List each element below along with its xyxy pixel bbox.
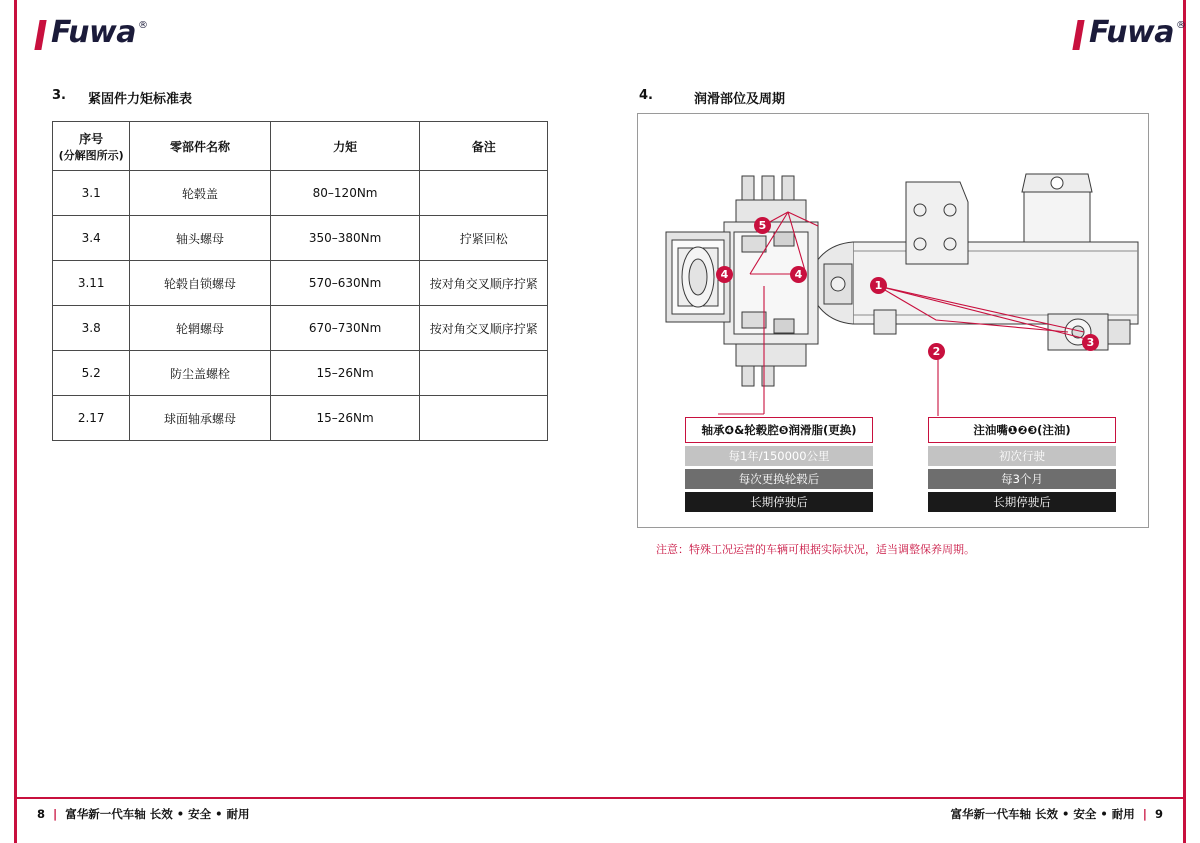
logo-bar-icon — [1072, 20, 1084, 50]
footer-tagline-right: 富华新一代车轴 长效 • 安全 • 耐用 — [950, 807, 1135, 821]
legend-nipple-row-2: 每3个月 — [928, 469, 1116, 489]
left-accent-rule — [14, 0, 17, 843]
cell-part: 轮毂自锁螺母 — [130, 261, 270, 306]
cell-part: 防尘盖螺栓 — [130, 351, 270, 396]
maintenance-note: 注意：特殊工况运营的车辆可根据实际状况，适当调整保养周期。 — [656, 543, 975, 556]
torque-standard-table — [52, 121, 548, 441]
cell-remark: 按对角交叉顺序拧紧 — [420, 306, 548, 351]
logo-left — [37, 15, 148, 50]
table-row — [53, 306, 548, 351]
col-header-index-line2: (分解图所示) — [58, 148, 124, 162]
table-header-row — [53, 122, 548, 171]
cell-part: 轴头螺母 — [130, 216, 270, 261]
callout-4-left: 4 — [716, 266, 733, 283]
cell-index: 2.17 — [53, 396, 130, 441]
legend-nipple-row-3: 长期停驶后 — [928, 492, 1116, 512]
cell-remark: 按对角交叉顺序拧紧 — [420, 261, 548, 306]
col-header-torque: 力矩 — [270, 122, 420, 171]
lubrication-diagram-panel — [637, 113, 1149, 528]
footer-separator-right: | — [1142, 807, 1147, 821]
legend-bearing-grease-title: 轴承❹&轮毂腔❺润滑脂(更换) — [685, 417, 873, 443]
cell-remark — [420, 351, 548, 396]
footer-left — [37, 806, 249, 822]
right-accent-rule — [1183, 0, 1186, 843]
logo-wordmark: Fuwa — [1089, 15, 1174, 50]
section-number-right: 4. — [639, 88, 653, 103]
table-row — [53, 351, 548, 396]
legend-bearing-row-3: 长期停驶后 — [685, 492, 873, 512]
legend-grease-nipple — [928, 417, 1116, 512]
callout-5: 5 — [754, 217, 771, 234]
cell-index: 3.11 — [53, 261, 130, 306]
cell-remark: 拧紧回松 — [420, 216, 548, 261]
callout-3: 3 — [1082, 334, 1099, 351]
cell-index: 5.2 — [53, 351, 130, 396]
cell-part: 球面轴承螺母 — [130, 396, 270, 441]
cell-part: 轮辋螺母 — [130, 306, 270, 351]
footer-right — [951, 806, 1163, 822]
col-header-remark: 备注 — [420, 122, 548, 171]
logo-bar-icon — [34, 20, 46, 50]
cell-torque: 15–26Nm — [270, 351, 420, 396]
legend-nipple-row-1: 初次行驶 — [928, 446, 1116, 466]
logo-registered-mark: ® — [137, 20, 148, 31]
footer-rule — [17, 797, 1183, 799]
page-number-right: 9 — [1154, 807, 1163, 821]
callout-1: 1 — [870, 277, 887, 294]
col-header-index — [53, 122, 130, 171]
legend-grease-nipple-title: 注油嘴❶❷❸(注油) — [928, 417, 1116, 443]
callout-4-right: 4 — [790, 266, 807, 283]
logo-right — [1075, 15, 1186, 50]
logo-registered-mark: ® — [1175, 20, 1186, 31]
page-number-left: 8 — [37, 807, 46, 821]
cell-part: 轮毂盖 — [130, 171, 270, 216]
cell-torque: 670–730Nm — [270, 306, 420, 351]
table-row — [53, 261, 548, 306]
legend-bearing-grease — [685, 417, 873, 512]
cell-remark — [420, 171, 548, 216]
cell-torque: 15–26Nm — [270, 396, 420, 441]
cell-torque: 350–380Nm — [270, 216, 420, 261]
callout-2: 2 — [928, 343, 945, 360]
cell-torque: 80–120Nm — [270, 171, 420, 216]
cell-index: 3.4 — [53, 216, 130, 261]
cell-remark — [420, 396, 548, 441]
legend-bearing-row-1: 每1年/150000公里 — [685, 446, 873, 466]
table-row — [53, 171, 548, 216]
cell-index: 3.1 — [53, 171, 130, 216]
col-header-index-line1: 序号 — [79, 131, 104, 146]
col-header-part: 零部件名称 — [130, 122, 270, 171]
table-row — [53, 216, 548, 261]
cell-index: 3.8 — [53, 306, 130, 351]
section-title-left: 紧固件力矩标准表 — [88, 92, 193, 107]
section-number-left: 3. — [52, 88, 66, 103]
footer-tagline-left: 富华新一代车轴 长效 • 安全 • 耐用 — [65, 807, 250, 821]
cell-torque: 570–630Nm — [270, 261, 420, 306]
table-row — [53, 396, 548, 441]
legend-bearing-row-2: 每次更换轮毂后 — [685, 469, 873, 489]
logo-wordmark: Fuwa — [51, 15, 136, 50]
section-title-right: 润滑部位及周期 — [694, 92, 786, 107]
footer-separator-left: | — [53, 807, 58, 821]
